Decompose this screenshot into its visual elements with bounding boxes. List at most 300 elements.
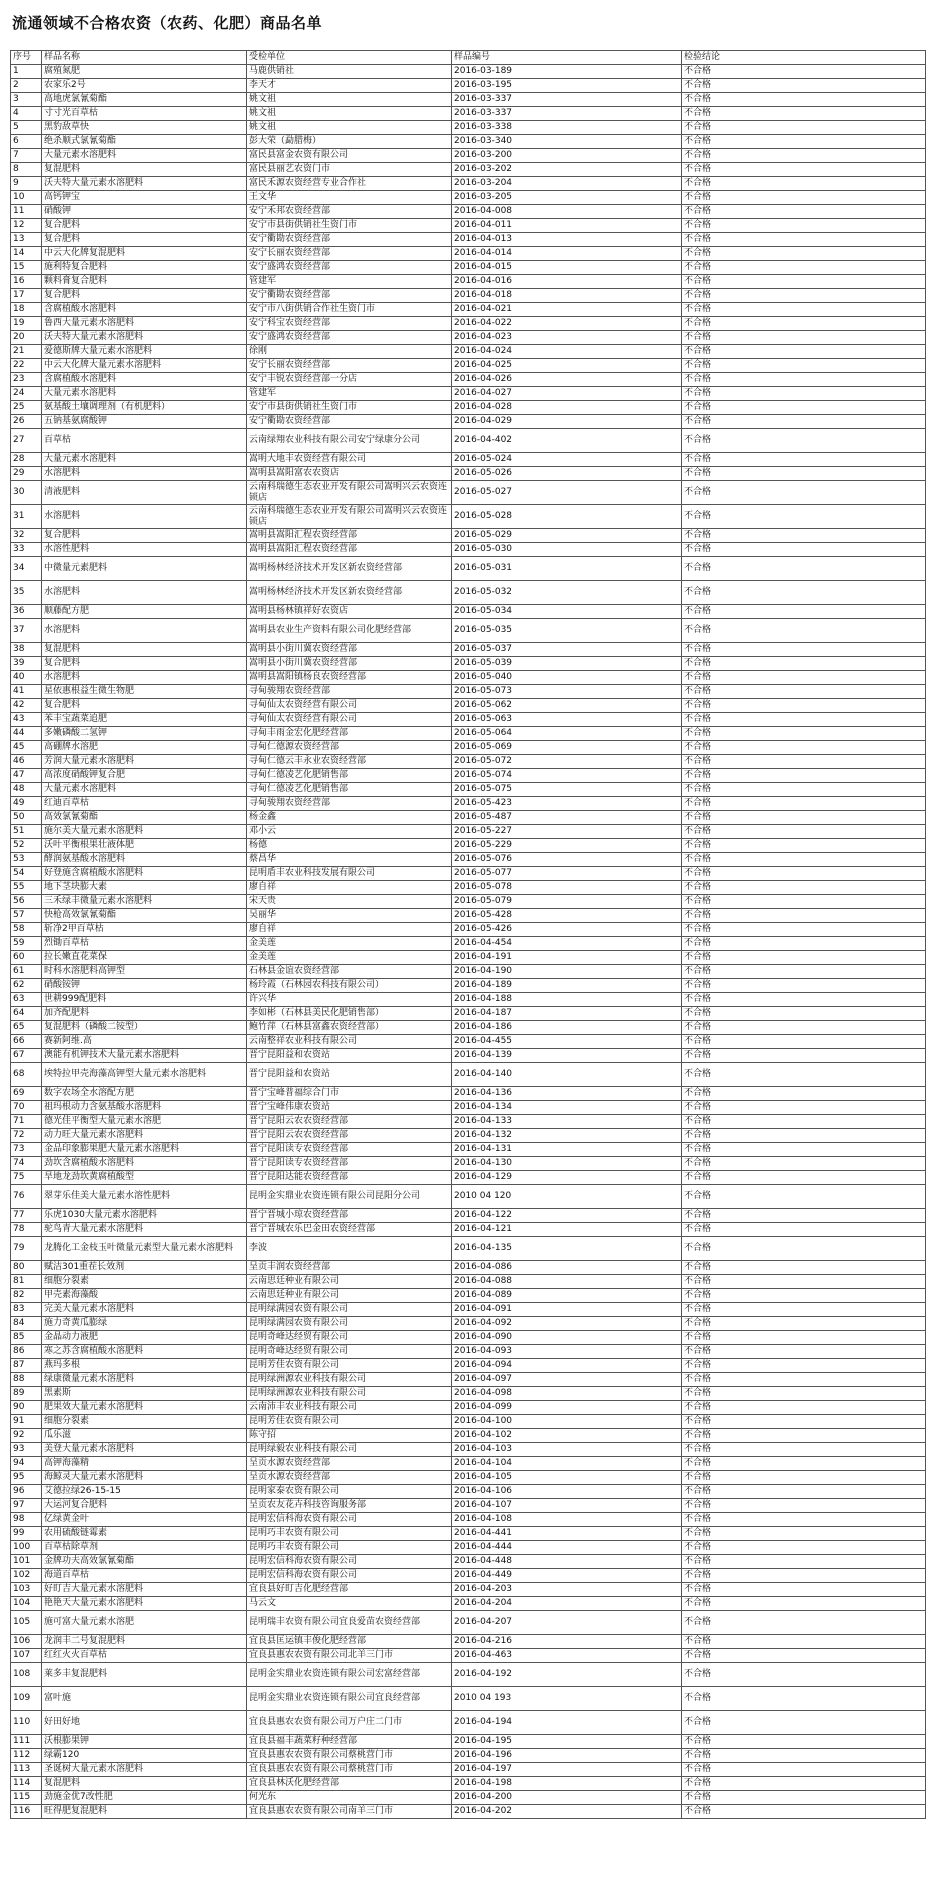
cell-index: 2 (11, 79, 42, 93)
table-row (11, 741, 926, 755)
cell-conclusion: 不合格 (682, 755, 926, 769)
cell-sample-number: 2016-04-130 (452, 1157, 682, 1171)
cell-conclusion: 不合格 (682, 1185, 926, 1209)
cell-sample-number: 2016-04-198 (452, 1777, 682, 1791)
cell-conclusion: 不合格 (682, 317, 926, 331)
cell-sample-number: 2016-04-204 (452, 1597, 682, 1611)
cell-sample-name: 斩净2甲百草枯 (42, 923, 247, 937)
cell-index: 48 (11, 783, 42, 797)
cell-index: 81 (11, 1275, 42, 1289)
cell-sample-name: 复合肥料 (42, 657, 247, 671)
cell-inspected-unit: 昆明金实鼎业农资连锁有限公司昆阳分公司 (247, 1185, 452, 1209)
cell-sample-number: 2016-04-092 (452, 1317, 682, 1331)
cell-index: 73 (11, 1143, 42, 1157)
table-row (11, 467, 926, 481)
table-row (11, 1735, 926, 1749)
cell-conclusion: 不合格 (682, 505, 926, 529)
cell-conclusion: 不合格 (682, 979, 926, 993)
cell-conclusion: 不合格 (682, 1101, 926, 1115)
cell-index: 47 (11, 769, 42, 783)
cell-inspected-unit: 安宁长丽农资经营部 (247, 359, 452, 373)
cell-inspected-unit: 姚文祖 (247, 93, 452, 107)
table-row (11, 1635, 926, 1649)
cell-sample-name: 复合肥料 (42, 529, 247, 543)
cell-inspected-unit: 鲍竹萍（石林县富鑫农资经营部） (247, 1021, 452, 1035)
table-row (11, 699, 926, 713)
cell-sample-number: 2016-04-122 (452, 1209, 682, 1223)
cell-conclusion: 不合格 (682, 543, 926, 557)
cell-sample-name: 复混肥料 (42, 643, 247, 657)
cell-conclusion: 不合格 (682, 331, 926, 345)
cell-index: 97 (11, 1499, 42, 1513)
table-row (11, 331, 926, 345)
cell-sample-name: 拉长嫩直花菜保 (42, 951, 247, 965)
cell-inspected-unit: 云南绿翔农业科技有限公司安宁绿康分公司 (247, 429, 452, 453)
cell-conclusion: 不合格 (682, 1471, 926, 1485)
table-row (11, 1649, 926, 1663)
cell-conclusion: 不合格 (682, 839, 926, 853)
cell-index: 7 (11, 149, 42, 163)
cell-sample-name: 肥果效大量元素水溶肥料 (42, 1401, 247, 1415)
table-row (11, 1143, 926, 1157)
cell-conclusion: 不合格 (682, 895, 926, 909)
cell-index: 75 (11, 1171, 42, 1185)
cell-conclusion: 不合格 (682, 1499, 926, 1513)
cell-index: 12 (11, 219, 42, 233)
cell-sample-name: 燕玛多根 (42, 1359, 247, 1373)
cell-inspected-unit: 宜良县匡运镇丰俊化肥经营部 (247, 1635, 452, 1649)
cell-sample-number: 2016-04-449 (452, 1569, 682, 1583)
cell-conclusion: 不合格 (682, 671, 926, 685)
cell-conclusion: 不合格 (682, 713, 926, 727)
cell-index: 6 (11, 135, 42, 149)
cell-sample-number: 2016-04-022 (452, 317, 682, 331)
cell-index: 34 (11, 557, 42, 581)
table-row (11, 797, 926, 811)
cell-inspected-unit: 李波 (247, 1237, 452, 1261)
cell-inspected-unit: 杨德 (247, 839, 452, 853)
cell-inspected-unit: 晋宁宝峰普福综合门市 (247, 1087, 452, 1101)
cell-conclusion: 不合格 (682, 373, 926, 387)
cell-inspected-unit: 云南沛丰农业科技有限公司 (247, 1401, 452, 1415)
table-row (11, 643, 926, 657)
cell-inspected-unit: 云南整祥农业科技有限公司 (247, 1035, 452, 1049)
cell-index: 100 (11, 1541, 42, 1555)
cell-sample-number: 2016-04-448 (452, 1555, 682, 1569)
cell-sample-name: 含腐植酸水溶肥料 (42, 373, 247, 387)
cell-sample-name: 大量元素水溶肥料 (42, 783, 247, 797)
table-row (11, 1129, 926, 1143)
cell-conclusion: 不合格 (682, 825, 926, 839)
cell-sample-name: 驼鸟青大量元素水溶肥料 (42, 1223, 247, 1237)
cell-sample-name: 中云大化牌复混肥料 (42, 247, 247, 261)
cell-sample-number: 2016-05-426 (452, 923, 682, 937)
cell-inspected-unit: 昆明绿毅农业科技有限公司 (247, 1443, 452, 1457)
table-row (11, 505, 926, 529)
header-sample-name: 样品名称 (42, 51, 247, 65)
cell-inspected-unit: 安宁丰锐农资经营部一分店 (247, 373, 452, 387)
cell-index: 15 (11, 261, 42, 275)
cell-inspected-unit: 昆明宏信科海农资有限公司 (247, 1569, 452, 1583)
cell-index: 84 (11, 1317, 42, 1331)
cell-sample-number: 2016-05-076 (452, 853, 682, 867)
cell-index: 45 (11, 741, 42, 755)
cell-inspected-unit: 嵩明杨林经济技术开发区新农资经营部 (247, 557, 452, 581)
cell-index: 32 (11, 529, 42, 543)
cell-index: 113 (11, 1763, 42, 1777)
cell-sample-number: 2016-04-454 (452, 937, 682, 951)
cell-sample-name: 百草枯除草剂 (42, 1541, 247, 1555)
cell-inspected-unit: 昆明金实鼎业农资连锁有限公司宜良经营部 (247, 1687, 452, 1711)
cell-index: 86 (11, 1345, 42, 1359)
cell-sample-number: 2016-05-031 (452, 557, 682, 581)
cell-inspected-unit: 宜良县惠农农资有限公司万户庄二门市 (247, 1711, 452, 1735)
cell-inspected-unit: 寻甸骏翔农资经营部 (247, 685, 452, 699)
cell-sample-name: 红迪百草枯 (42, 797, 247, 811)
cell-sample-name: 水溶肥料 (42, 671, 247, 685)
cell-sample-number: 2016-05-062 (452, 699, 682, 713)
cell-index: 60 (11, 951, 42, 965)
table-row (11, 543, 926, 557)
cell-inspected-unit: 昆明盾丰农业科技发展有限公司 (247, 867, 452, 881)
cell-conclusion: 不合格 (682, 1261, 926, 1275)
cell-sample-name: 艾德拉绿26-15-15 (42, 1485, 247, 1499)
table-row (11, 1275, 926, 1289)
table-row (11, 1485, 926, 1499)
cell-index: 82 (11, 1289, 42, 1303)
cell-sample-number: 2016-04-021 (452, 303, 682, 317)
table-row (11, 1021, 926, 1035)
cell-sample-name: 施可富大量元素水溶肥 (42, 1611, 247, 1635)
cell-conclusion: 不合格 (682, 1583, 926, 1597)
cell-index: 43 (11, 713, 42, 727)
table-row (11, 1157, 926, 1171)
cell-inspected-unit: 晋宁晋城农乐巴金田农资经营部 (247, 1223, 452, 1237)
cell-index: 42 (11, 699, 42, 713)
cell-inspected-unit: 马云文 (247, 1597, 452, 1611)
cell-conclusion: 不合格 (682, 811, 926, 825)
cell-sample-number: 2016-04-207 (452, 1611, 682, 1635)
table-row (11, 93, 926, 107)
cell-sample-name: 高钙钾宝 (42, 191, 247, 205)
cell-inspected-unit: 昆明金实鼎业农资连锁有限公司宏富经营部 (247, 1663, 452, 1687)
cell-sample-number: 2016-05-428 (452, 909, 682, 923)
cell-inspected-unit: 昆明绿满园农资有限公司 (247, 1303, 452, 1317)
cell-conclusion: 不合格 (682, 1663, 926, 1687)
cell-sample-number: 2016-05-039 (452, 657, 682, 671)
cell-index: 21 (11, 345, 42, 359)
cell-conclusion: 不合格 (682, 359, 926, 373)
table-row (11, 107, 926, 121)
cell-sample-number: 2016-04-013 (452, 233, 682, 247)
cell-sample-name: 红红火火百草枯 (42, 1649, 247, 1663)
table-row (11, 1171, 926, 1185)
cell-sample-name: 施尔美大量元素水溶肥料 (42, 825, 247, 839)
cell-sample-number: 2016-04-104 (452, 1457, 682, 1471)
table-row (11, 581, 926, 605)
cell-sample-number: 2016-04-103 (452, 1443, 682, 1457)
table-row (11, 979, 926, 993)
cell-inspected-unit: 晋宁昆阳云农农资经营部 (247, 1115, 452, 1129)
cell-sample-number: 2016-04-188 (452, 993, 682, 1007)
cell-sample-name: 富叶施 (42, 1687, 247, 1711)
table-row (11, 1663, 926, 1687)
cell-sample-name: 星依惠根益生微生物肥 (42, 685, 247, 699)
cell-index: 83 (11, 1303, 42, 1317)
cell-conclusion: 不合格 (682, 741, 926, 755)
cell-sample-number: 2016-05-074 (452, 769, 682, 783)
cell-inspected-unit: 昆明奇峰达经贸有限公司 (247, 1345, 452, 1359)
cell-sample-number: 2016-03-205 (452, 191, 682, 205)
cell-inspected-unit: 云南科瑞德生态农业开发有限公司嵩明兴云农资连锁店 (247, 505, 452, 529)
cell-sample-number: 2016-04-135 (452, 1237, 682, 1261)
table-row (11, 769, 926, 783)
cell-index: 110 (11, 1711, 42, 1735)
table-row (11, 1429, 926, 1443)
table-row (11, 1763, 926, 1777)
cell-sample-name: 三禾绿丰微量元素水溶肥料 (42, 895, 247, 909)
cell-sample-name: 腐殖氮肥 (42, 65, 247, 79)
cell-sample-number: 2016-04-202 (452, 1805, 682, 1819)
table-row (11, 671, 926, 685)
cell-inspected-unit: 杨金鑫 (247, 811, 452, 825)
cell-conclusion: 不合格 (682, 107, 926, 121)
table-row (11, 1387, 926, 1401)
cell-inspected-unit: 昆明芳佳农资有限公司 (247, 1359, 452, 1373)
cell-sample-number: 2016-03-200 (452, 149, 682, 163)
cell-inspected-unit: 姚文祖 (247, 121, 452, 135)
cell-conclusion: 不合格 (682, 121, 926, 135)
cell-sample-number: 2016-04-014 (452, 247, 682, 261)
cell-index: 3 (11, 93, 42, 107)
cell-inspected-unit: 宜良县惠农农资有限公司蔡桃营门市 (247, 1749, 452, 1763)
cell-sample-name: 绝杀顺式氯氰菊酯 (42, 135, 247, 149)
cell-index: 76 (11, 1185, 42, 1209)
cell-sample-number: 2016-04-093 (452, 1345, 682, 1359)
cell-sample-number: 2016-04-100 (452, 1415, 682, 1429)
cell-sample-number: 2016-05-026 (452, 467, 682, 481)
cell-sample-name: 水溶性肥料 (42, 543, 247, 557)
table-row (11, 1317, 926, 1331)
cell-inspected-unit: 安宁衢勘农资经营部 (247, 233, 452, 247)
cell-conclusion: 不合格 (682, 79, 926, 93)
cell-index: 28 (11, 453, 42, 467)
table-row (11, 1359, 926, 1373)
cell-index: 101 (11, 1555, 42, 1569)
cell-inspected-unit: 嵩明县嵩阳镇杨良农资经营部 (247, 671, 452, 685)
cell-inspected-unit: 王文华 (247, 191, 452, 205)
cell-inspected-unit: 寻甸仁德源农资经营部 (247, 741, 452, 755)
cell-inspected-unit: 安宁盛鸿农资经营部 (247, 261, 452, 275)
cell-sample-name: 动力旺大量元素水溶肥料 (42, 1129, 247, 1143)
table-row (11, 1611, 926, 1635)
table-row (11, 121, 926, 135)
table-row (11, 1049, 926, 1063)
table-row (11, 1087, 926, 1101)
cell-sample-number: 2016-04-029 (452, 415, 682, 429)
cell-sample-number: 2016-03-189 (452, 65, 682, 79)
table-row (11, 1749, 926, 1763)
cell-sample-name: 酵润氨基酸水溶肥料 (42, 853, 247, 867)
cell-index: 92 (11, 1429, 42, 1443)
table-row (11, 783, 926, 797)
cell-index: 87 (11, 1359, 42, 1373)
table-row (11, 881, 926, 895)
cell-conclusion: 不合格 (682, 1555, 926, 1569)
table-row (11, 1555, 926, 1569)
cell-sample-number: 2016-05-030 (452, 543, 682, 557)
table-row (11, 1115, 926, 1129)
cell-inspected-unit: 陈守招 (247, 1429, 452, 1443)
cell-inspected-unit: 晋宁昆阳达能农资经营部 (247, 1171, 452, 1185)
cell-inspected-unit: 昆明巧丰农资有限公司 (247, 1527, 452, 1541)
cell-sample-number: 2016-04-099 (452, 1401, 682, 1415)
table-row (11, 605, 926, 619)
cell-conclusion: 不合格 (682, 1223, 926, 1237)
table-row (11, 1687, 926, 1711)
cell-sample-number: 2010 04 193 (452, 1687, 682, 1711)
cell-conclusion: 不合格 (682, 783, 926, 797)
cell-index: 85 (11, 1331, 42, 1345)
cell-conclusion: 不合格 (682, 65, 926, 79)
cell-sample-name: 细胞分裂素 (42, 1275, 247, 1289)
table-row (11, 1443, 926, 1457)
cell-conclusion: 不合格 (682, 1791, 926, 1805)
cell-sample-name: 世耕999配肥料 (42, 993, 247, 1007)
cell-sample-number: 2016-05-487 (452, 811, 682, 825)
cell-sample-name: 赋洁301重茬长效剂 (42, 1261, 247, 1275)
cell-index: 66 (11, 1035, 42, 1049)
table-row (11, 289, 926, 303)
cell-sample-number: 2016-05-073 (452, 685, 682, 699)
table-row (11, 529, 926, 543)
cell-index: 17 (11, 289, 42, 303)
cell-sample-number: 2016-05-034 (452, 605, 682, 619)
cell-conclusion: 不合格 (682, 937, 926, 951)
cell-sample-name: 复合肥料 (42, 233, 247, 247)
table-row (11, 839, 926, 853)
cell-index: 90 (11, 1401, 42, 1415)
cell-sample-name: 复合肥料 (42, 699, 247, 713)
cell-inspected-unit: 寻甸仙太农资经营有限公司 (247, 699, 452, 713)
cell-inspected-unit: 昆明瑞丰农资有限公司宜良爱苗农资经营部 (247, 1611, 452, 1635)
table-row (11, 401, 926, 415)
cell-index: 80 (11, 1261, 42, 1275)
cell-inspected-unit: 云南思廷种业有限公司 (247, 1289, 452, 1303)
cell-index: 103 (11, 1583, 42, 1597)
cell-sample-number: 2016-04-106 (452, 1485, 682, 1499)
cell-conclusion: 不合格 (682, 387, 926, 401)
cell-index: 62 (11, 979, 42, 993)
cell-inspected-unit: 富民县丽艺农资门市 (247, 163, 452, 177)
cell-inspected-unit: 石林县金谊农资经营部 (247, 965, 452, 979)
table-row (11, 261, 926, 275)
cell-sample-number: 2016-04-086 (452, 1261, 682, 1275)
table-row (11, 811, 926, 825)
cell-sample-number: 2016-05-079 (452, 895, 682, 909)
cell-inspected-unit: 嵩明县嵩阳汇程农资经营部 (247, 529, 452, 543)
cell-inspected-unit: 寻甸丰雨金宏化肥经营部 (247, 727, 452, 741)
cell-index: 108 (11, 1663, 42, 1687)
cell-inspected-unit: 呈贡水源农资经营部 (247, 1471, 452, 1485)
cell-index: 78 (11, 1223, 42, 1237)
cell-conclusion: 不合格 (682, 1527, 926, 1541)
cell-index: 13 (11, 233, 42, 247)
cell-index: 111 (11, 1735, 42, 1749)
cell-inspected-unit: 宜良县好盯吉化肥经营部 (247, 1583, 452, 1597)
cell-inspected-unit: 嵩明县杨林镇祥好农资店 (247, 605, 452, 619)
table-row (11, 1805, 926, 1819)
cell-sample-name: 颗料膏复合肥料 (42, 275, 247, 289)
cell-sample-name: 沃根膨果钾 (42, 1735, 247, 1749)
cell-sample-number: 2016-04-102 (452, 1429, 682, 1443)
cell-index: 70 (11, 1101, 42, 1115)
cell-sample-number: 2016-04-090 (452, 1331, 682, 1345)
cell-sample-number: 2016-04-187 (452, 1007, 682, 1021)
cell-sample-name: 瓜乐滋 (42, 1429, 247, 1443)
cell-sample-number: 2016-04-098 (452, 1387, 682, 1401)
cell-index: 38 (11, 643, 42, 657)
table-row (11, 303, 926, 317)
cell-index: 33 (11, 543, 42, 557)
cell-sample-name: 施力奇黄瓜膨绿 (42, 1317, 247, 1331)
cell-sample-name: 寸寸光百草枯 (42, 107, 247, 121)
cell-conclusion: 不合格 (682, 219, 926, 233)
cell-inspected-unit: 嵩明县嵩阳汇程农资经营部 (247, 543, 452, 557)
cell-sample-number: 2016-04-023 (452, 331, 682, 345)
cell-inspected-unit: 金美莲 (247, 937, 452, 951)
cell-index: 68 (11, 1063, 42, 1087)
cell-sample-name: 农用硫酸链霉素 (42, 1527, 247, 1541)
cell-sample-name: 大量元素水溶肥料 (42, 149, 247, 163)
table-row (11, 1237, 926, 1261)
cell-sample-number: 2016-04-089 (452, 1289, 682, 1303)
cell-sample-name: 大运河复合肥料 (42, 1499, 247, 1513)
cell-sample-number: 2016-03-337 (452, 107, 682, 121)
cell-inspected-unit: 邓小云 (247, 825, 452, 839)
cell-index: 79 (11, 1237, 42, 1261)
cell-sample-name: 乐虎1030大量元素水溶肥料 (42, 1209, 247, 1223)
cell-conclusion: 不合格 (682, 177, 926, 191)
cell-index: 53 (11, 853, 42, 867)
cell-index: 36 (11, 605, 42, 619)
table-row (11, 867, 926, 881)
header-conclusion: 检验结论 (682, 51, 926, 65)
cell-conclusion: 不合格 (682, 401, 926, 415)
cell-conclusion: 不合格 (682, 415, 926, 429)
table-row (11, 149, 926, 163)
table-row (11, 1541, 926, 1555)
cell-inspected-unit: 安宁衢勘农资经营部 (247, 415, 452, 429)
cell-sample-name: 时科水溶肥料高钾型 (42, 965, 247, 979)
cell-sample-name: 沃叶平衡根果壮液体肥 (42, 839, 247, 853)
cell-sample-number: 2016-04-097 (452, 1373, 682, 1387)
cell-index: 27 (11, 429, 42, 453)
table-row (11, 923, 926, 937)
cell-sample-name: 顺藤配方肥 (42, 605, 247, 619)
cell-conclusion: 不合格 (682, 1763, 926, 1777)
cell-index: 9 (11, 177, 42, 191)
cell-conclusion: 不合格 (682, 643, 926, 657)
cell-sample-number: 2016-05-075 (452, 783, 682, 797)
cell-conclusion: 不合格 (682, 1649, 926, 1663)
cell-index: 19 (11, 317, 42, 331)
cell-inspected-unit: 安宁衢勘农资经营部 (247, 289, 452, 303)
cell-sample-name: 氨基酸土壤调理剂（有机肥料） (42, 401, 247, 415)
cell-conclusion: 不合格 (682, 1289, 926, 1303)
cell-sample-number: 2016-04-132 (452, 1129, 682, 1143)
cell-index: 104 (11, 1597, 42, 1611)
